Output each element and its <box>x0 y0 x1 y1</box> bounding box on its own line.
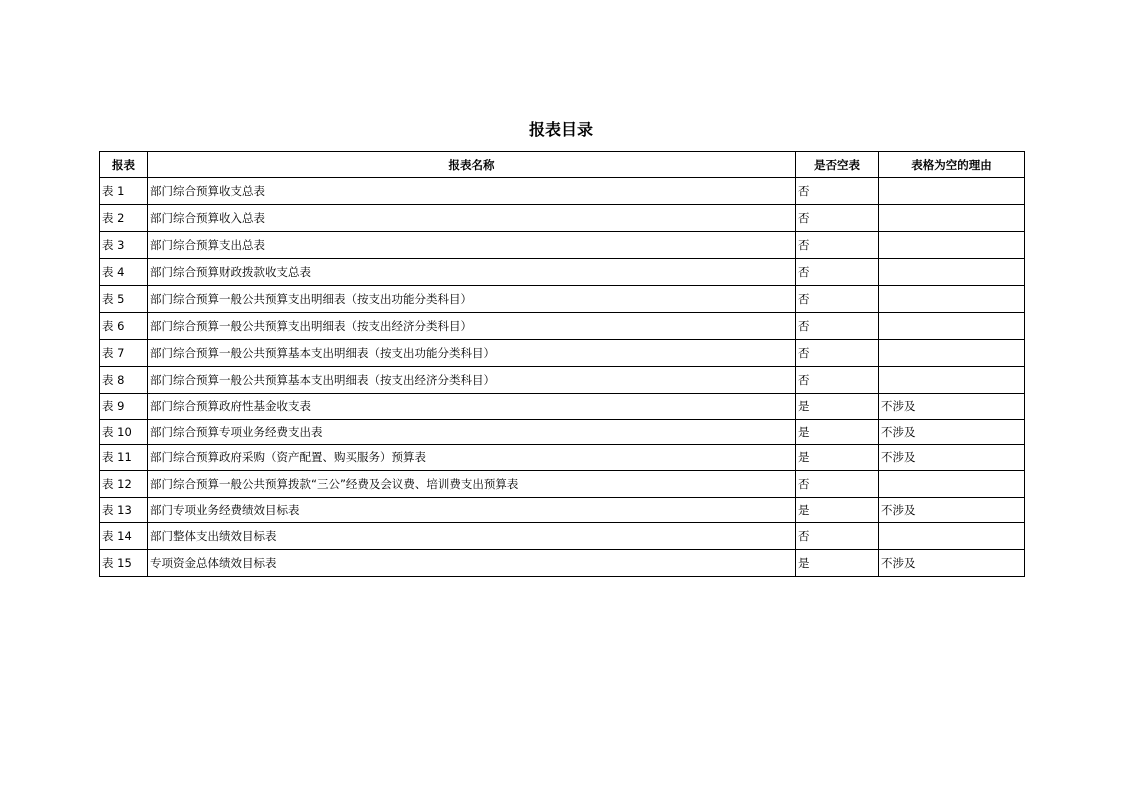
report-empty-reason: 不涉及 <box>879 394 1025 420</box>
report-name: 部门综合预算政府性基金收支表 <box>148 394 796 420</box>
report-no: 表 6 <box>100 313 148 340</box>
table-row <box>100 419 1025 445</box>
report-is-empty: 是 <box>796 445 879 471</box>
report-empty-reason <box>879 286 1025 313</box>
report-is-empty: 否 <box>796 286 879 313</box>
report-name: 部门综合预算一般公共预算基本支出明细表（按支出经济分类科目） <box>148 367 796 394</box>
report-no: 表 10 <box>100 419 148 445</box>
report-name: 部门综合预算一般公共预算支出明细表（按支出经济分类科目） <box>148 313 796 340</box>
report-name: 部门综合预算专项业务经费支出表 <box>148 419 796 445</box>
header-empty-reason: 表格为空的理由 <box>879 152 1025 178</box>
table-row <box>100 313 1025 340</box>
header-is-empty: 是否空表 <box>796 152 879 178</box>
table-row <box>100 470 1025 497</box>
report-empty-reason <box>879 313 1025 340</box>
report-name: 部门整体支出绩效目标表 <box>148 523 796 550</box>
report-empty-reason <box>879 232 1025 259</box>
report-no: 表 7 <box>100 340 148 367</box>
report-empty-reason <box>879 259 1025 286</box>
report-name: 部门综合预算一般公共预算基本支出明细表（按支出功能分类科目） <box>148 340 796 367</box>
report-is-empty: 否 <box>796 205 879 232</box>
report-is-empty: 否 <box>796 313 879 340</box>
table-row <box>100 232 1025 259</box>
report-is-empty: 是 <box>796 419 879 445</box>
report-is-empty: 否 <box>796 523 879 550</box>
table-row <box>100 259 1025 286</box>
report-name: 部门综合预算收支总表 <box>148 178 796 205</box>
report-name: 部门专项业务经费绩效目标表 <box>148 497 796 523</box>
table-row <box>100 286 1025 313</box>
table-row <box>100 367 1025 394</box>
report-no: 表 9 <box>100 394 148 420</box>
report-no: 表 14 <box>100 523 148 550</box>
table-row <box>100 340 1025 367</box>
report-is-empty: 否 <box>796 340 879 367</box>
report-is-empty: 否 <box>796 367 879 394</box>
report-empty-reason <box>879 470 1025 497</box>
report-no: 表 3 <box>100 232 148 259</box>
page-title: 报表目录 <box>528 120 593 139</box>
table-row <box>100 497 1025 523</box>
report-empty-reason <box>879 340 1025 367</box>
table-row <box>100 178 1025 205</box>
report-name: 部门综合预算政府采购（资产配置、购买服务）预算表 <box>148 445 796 471</box>
report-is-empty: 是 <box>796 394 879 420</box>
report-is-empty: 是 <box>796 550 879 577</box>
report-no: 表 12 <box>100 470 148 497</box>
report-no: 表 11 <box>100 445 148 471</box>
report-is-empty: 否 <box>796 178 879 205</box>
report-empty-reason <box>879 178 1025 205</box>
report-name: 部门综合预算支出总表 <box>148 232 796 259</box>
report-no: 表 5 <box>100 286 148 313</box>
report-name: 部门综合预算财政拨款收支总表 <box>148 259 796 286</box>
report-name: 部门综合预算一般公共预算拨款“三公”经费及会议费、培训费支出预算表 <box>148 470 796 497</box>
report-no: 表 8 <box>100 367 148 394</box>
report-no: 表 1 <box>100 178 148 205</box>
table-row <box>100 394 1025 420</box>
report-name: 部门综合预算收入总表 <box>148 205 796 232</box>
table-row <box>100 550 1025 577</box>
report-empty-reason: 不涉及 <box>879 419 1025 445</box>
table-row <box>100 205 1025 232</box>
report-empty-reason: 不涉及 <box>879 445 1025 471</box>
report-no: 表 15 <box>100 550 148 577</box>
report-empty-reason: 不涉及 <box>879 497 1025 523</box>
report-name: 专项资金总体绩效目标表 <box>148 550 796 577</box>
report-is-empty: 否 <box>796 232 879 259</box>
report-empty-reason <box>879 523 1025 550</box>
report-no: 表 4 <box>100 259 148 286</box>
table-row <box>100 445 1025 471</box>
table-header-row <box>100 152 1025 178</box>
report-empty-reason <box>879 205 1025 232</box>
header-report-no: 报表 <box>100 152 148 178</box>
header-report-name: 报表名称 <box>148 152 796 178</box>
table-row <box>100 523 1025 550</box>
report-empty-reason: 不涉及 <box>879 550 1025 577</box>
report-empty-reason <box>879 367 1025 394</box>
report-is-empty: 否 <box>796 259 879 286</box>
report-name: 部门综合预算一般公共预算支出明细表（按支出功能分类科目） <box>148 286 796 313</box>
report-is-empty: 是 <box>796 497 879 523</box>
report-is-empty: 否 <box>796 470 879 497</box>
report-catalog-table <box>99 151 1025 577</box>
report-no: 表 13 <box>100 497 148 523</box>
report-no: 表 2 <box>100 205 148 232</box>
